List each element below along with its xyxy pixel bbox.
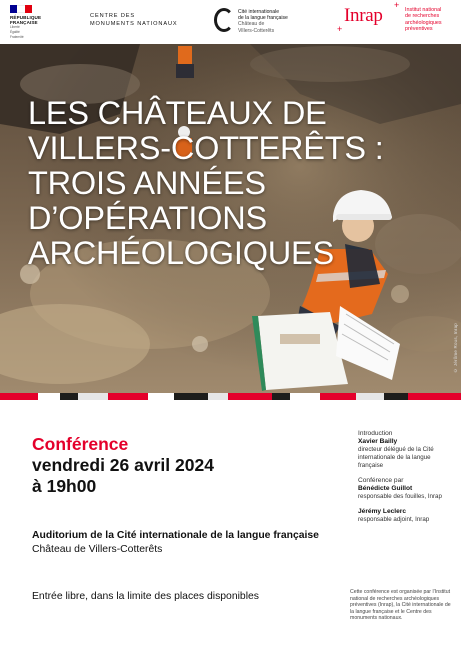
plus-icon: + [394,0,400,10]
intro-block [358,430,454,470]
title-line-5: ARCHÉOLOGIQUES [28,235,335,271]
speaker2-role: responsable adjoint, Inrap [358,516,430,523]
speaker1-name: Bénédicte Guillot [358,485,413,492]
speakers-panel [358,430,454,531]
venue-details [32,529,342,557]
venue-name: Auditorium de la Cité internationale de la langue française [32,530,319,541]
logo-bar [0,0,461,44]
intro-heading: Introduction [358,430,393,437]
title-line-2: VILLERS-COTTERÊTS : [28,130,384,166]
entry-info: Entrée libre, dans la limite des places disponibles [32,591,259,602]
photo-credit: © Jérôme Rous, Inrap [453,323,458,373]
rf-line-2: FRANÇAISE [10,20,38,26]
inrap-desc-4: préventives [405,25,433,32]
cite-line-1: Cité internationale [238,9,280,15]
rf-motto-3: Fraternité [10,35,24,39]
page-title [28,96,448,271]
talk-block [358,477,454,501]
inrap-description [405,7,461,32]
organizers-note [350,589,454,622]
republique-francaise-logo [10,5,58,40]
cite-c-icon [214,8,234,32]
speaker2-block [358,508,454,524]
inrap-desc-2: de recherches [405,13,440,20]
speaker2-name: Jérémy Leclerc [358,508,407,515]
excavation-photo [0,44,461,393]
rf-motto-1: Liberté [10,25,20,30]
cmn-line-2: MONUMENTS NATIONAUX [90,20,178,27]
title-line-3: TROIS ANNÉES [28,165,266,201]
cite-line-2: de la langue française [238,15,288,22]
inrap-logo [337,0,404,36]
event-time: à 19h00 [32,476,97,496]
title-line-1: LES CHÂTEAUX DE [28,95,327,131]
speaker1-role: responsable des fouilles, Inrap [358,493,442,500]
rf-motto-2: Égalité [10,30,20,35]
centre-monuments-nationaux-logo [90,13,180,28]
intro-role: directeur délégué de la Cité internationale de la langue française [358,446,434,469]
venue-place: Château de Villers-Cotterêts [32,544,163,555]
organizers-note-text: Cette conférence est organisée par l’Institut national de recherches archéologiques préventives (Inrap), la Cité internationale de la langue française et le Centre des monuments nationaux. [350,589,451,622]
talk-heading: Conférence par [358,477,404,484]
inrap-desc-1: Institut national [405,7,442,13]
event-date: vendredi 26 avril 2024 [32,455,214,475]
plus-icon: + [337,24,343,34]
intro-name: Xavier Bailly [358,438,398,445]
event-label: Conférence [32,434,129,454]
cmn-line-1: CENTRE DES [90,13,136,19]
french-flag-icon [10,5,32,13]
inrap-desc-3: archéologiques [405,19,442,26]
color-stripe-divider [0,393,461,400]
cite-sub-2: Villers-Cotterêts [238,27,275,34]
event-details [32,434,282,497]
cite-sub-1: Château de [238,21,265,28]
inrap-wordmark: Inrap [344,5,383,26]
rf-line-1: RÉPUBLIQUE [10,15,42,20]
title-line-4: D’OPÉRATIONS [28,200,267,236]
